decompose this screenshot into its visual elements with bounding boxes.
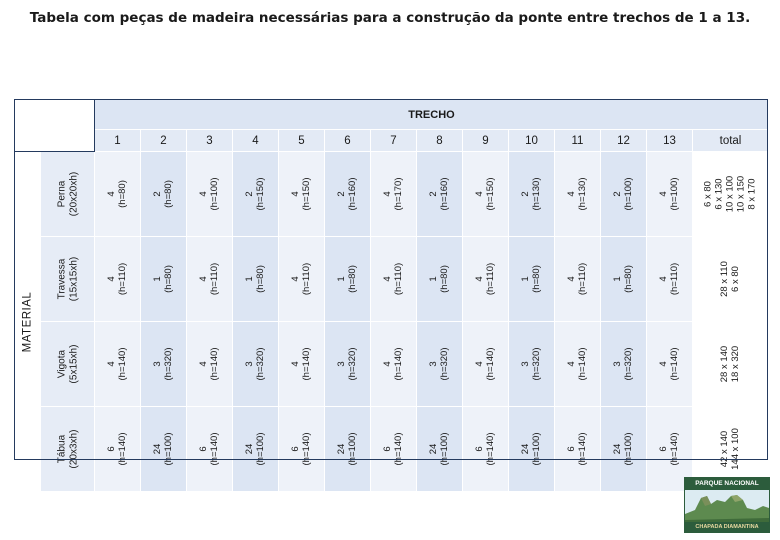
total-line: 28 x 110 (718, 261, 730, 297)
cell-height: (h=320) (162, 347, 174, 381)
cell-quantity: 6 (381, 446, 393, 452)
cell-height: (h=130) (530, 177, 542, 211)
cell-quantity: 1 (519, 276, 531, 282)
cell-height: (h=80) (438, 265, 450, 293)
cell-height: (h=100) (622, 177, 634, 211)
cell-height: (h=100) (668, 177, 680, 211)
table-cell (279, 322, 325, 407)
cell-quantity: 4 (197, 361, 209, 367)
cell-height: (h=110) (576, 262, 588, 296)
cell-height: (h=160) (438, 177, 450, 211)
table-cell (463, 407, 509, 492)
cell-height: (h=130) (576, 177, 588, 211)
cell-height: (h=80) (162, 265, 174, 293)
total-line: 6 x 130 (713, 178, 725, 210)
table-cell (417, 407, 463, 492)
total-line: 6 x 80 (729, 266, 741, 292)
cell-height: (h=150) (300, 177, 312, 211)
cell-height: (h=140) (208, 347, 220, 381)
row-header-line: (20x3xh) (67, 429, 79, 469)
table-cell (509, 407, 555, 492)
cell-height: (h=140) (208, 432, 220, 466)
table-cell (325, 152, 371, 237)
trecho-number-4: 4 (233, 130, 279, 152)
total-line: 42 x 140 (718, 430, 730, 468)
cell-quantity: 4 (657, 361, 669, 367)
cell-quantity: 6 (197, 446, 209, 452)
total-cell (693, 152, 769, 237)
cell-quantity: 4 (657, 191, 669, 197)
cell-height: (h=100) (622, 432, 634, 466)
header-row-trecho (15, 100, 769, 130)
cell-quantity: 3 (611, 361, 623, 367)
table-cell (555, 237, 601, 322)
material-label-cell (15, 152, 41, 492)
cell-height: (h=150) (484, 177, 496, 211)
cell-quantity: 3 (243, 361, 255, 367)
cell-height: (h=100) (530, 432, 542, 466)
row-header (41, 152, 95, 237)
table-cell (187, 322, 233, 407)
park-logo (684, 477, 770, 533)
table-cell (417, 322, 463, 407)
trecho-header: TRECHO (95, 100, 769, 130)
cell-height: (h=110) (668, 262, 680, 296)
cell-quantity: 4 (381, 276, 393, 282)
cell-quantity: 2 (151, 191, 163, 197)
cell-height: (h=320) (438, 347, 450, 381)
row-header-line: Perna (56, 180, 67, 208)
table-cell (325, 237, 371, 322)
material-row (15, 322, 769, 407)
table-cell (325, 322, 371, 407)
table-cell (509, 322, 555, 407)
cell-height: (h=80) (116, 180, 128, 208)
cell-quantity: 2 (611, 191, 623, 197)
table-cell (371, 237, 417, 322)
table-cell (371, 152, 417, 237)
cell-height: (h=320) (530, 347, 542, 381)
total-line: 6 x 80 (702, 181, 714, 207)
mountain-icon (685, 490, 769, 522)
total-cell (693, 237, 769, 322)
cell-quantity: 24 (243, 443, 255, 455)
trecho-number-9: 9 (463, 130, 509, 152)
material-label: MATERIAL (20, 291, 33, 352)
cell-quantity: 24 (611, 443, 623, 455)
table-cell (463, 152, 509, 237)
trecho-number-8: 8 (417, 130, 463, 152)
table-cell (555, 407, 601, 492)
table-cell (279, 237, 325, 322)
total-line: 10 x 100 (724, 175, 736, 213)
row-header-line: (5x15xh) (67, 344, 79, 384)
row-header-line: Travessa (56, 258, 67, 300)
cell-quantity: 6 (657, 446, 669, 452)
row-header (41, 407, 95, 492)
table-cell (141, 407, 187, 492)
cell-quantity: 1 (335, 276, 347, 282)
cell-height: (h=170) (392, 177, 404, 211)
cell-height: (h=80) (530, 265, 542, 293)
cell-quantity: 4 (289, 276, 301, 282)
cell-height: (h=100) (254, 432, 266, 466)
wood-pieces-table (14, 99, 769, 492)
table-cell (601, 152, 647, 237)
row-header (41, 237, 95, 322)
cell-quantity: 2 (519, 191, 531, 197)
table-cell (601, 237, 647, 322)
cell-quantity: 6 (565, 446, 577, 452)
table-cell (647, 237, 693, 322)
cell-height: (h=140) (392, 432, 404, 466)
trecho-number-7: 7 (371, 130, 417, 152)
total-line: 18 x 320 (729, 345, 741, 383)
row-header-line: Vigota (56, 349, 67, 379)
table-cell (555, 152, 601, 237)
cell-height: (h=140) (576, 347, 588, 381)
cell-height: (h=110) (484, 262, 496, 296)
cell-quantity: 4 (289, 361, 301, 367)
cell-quantity: 1 (427, 276, 439, 282)
top-left-corner (15, 100, 95, 152)
cell-quantity: 24 (151, 443, 163, 455)
table-cell (233, 407, 279, 492)
cell-height: (h=140) (116, 432, 128, 466)
cell-quantity: 4 (289, 191, 301, 197)
total-header: total (693, 130, 769, 152)
cell-height: (h=80) (254, 265, 266, 293)
cell-height: (h=80) (622, 265, 634, 293)
table-cell (463, 322, 509, 407)
cell-quantity: 4 (565, 361, 577, 367)
total-line: 8 x 170 (745, 178, 757, 210)
material-row (15, 237, 769, 322)
table-cell (187, 152, 233, 237)
cell-height: (h=100) (208, 177, 220, 211)
cell-quantity: 4 (473, 361, 485, 367)
table-cell (601, 407, 647, 492)
trecho-number-2: 2 (141, 130, 187, 152)
cell-quantity: 3 (427, 361, 439, 367)
cell-quantity: 3 (519, 361, 531, 367)
cell-quantity: 24 (427, 443, 439, 455)
trecho-number-12: 12 (601, 130, 647, 152)
cell-height: (h=320) (346, 347, 358, 381)
total-line: 10 x 150 (734, 175, 746, 213)
cell-height: (h=140) (300, 432, 312, 466)
table-cell (95, 407, 141, 492)
trecho-number-10: 10 (509, 130, 555, 152)
table-cell (509, 237, 555, 322)
cell-height: (h=110) (116, 262, 128, 296)
trecho-number-1: 1 (95, 130, 141, 152)
cell-height: (h=320) (622, 347, 634, 381)
table-cell (233, 237, 279, 322)
table-cell (279, 407, 325, 492)
cell-quantity: 4 (473, 191, 485, 197)
table-cell (325, 407, 371, 492)
table-cell (95, 237, 141, 322)
trecho-number-3: 3 (187, 130, 233, 152)
table-cell (141, 322, 187, 407)
cell-quantity: 4 (657, 276, 669, 282)
cell-height: (h=140) (300, 347, 312, 381)
cell-height: (h=110) (208, 262, 220, 296)
cell-height: (h=110) (392, 262, 404, 296)
table-cell (371, 322, 417, 407)
cell-height: (h=320) (254, 347, 266, 381)
cell-quantity: 4 (197, 191, 209, 197)
cell-quantity: 2 (427, 191, 439, 197)
cell-height: (h=160) (346, 177, 358, 211)
cell-quantity: 24 (519, 443, 531, 455)
row-header-line: (20x20xh) (67, 171, 79, 217)
cell-quantity: 4 (381, 361, 393, 367)
cell-height: (h=150) (254, 177, 266, 211)
cell-height: (h=80) (162, 180, 174, 208)
cell-height: (h=140) (392, 347, 404, 381)
table-cell (463, 237, 509, 322)
cell-height: (h=140) (484, 347, 496, 381)
total-line: 28 x 140 (718, 345, 730, 383)
table-cell (279, 152, 325, 237)
table-cell (233, 322, 279, 407)
header-row-numbers (15, 130, 769, 152)
cell-quantity: 4 (197, 276, 209, 282)
trecho-number-13: 13 (647, 130, 693, 152)
cell-quantity: 1 (243, 276, 255, 282)
cell-height: (h=80) (346, 265, 358, 293)
table-cell (647, 152, 693, 237)
table-cell (417, 152, 463, 237)
table-cell (509, 152, 555, 237)
cell-height: (h=100) (346, 432, 358, 466)
material-row (15, 407, 769, 492)
table-cell (95, 322, 141, 407)
table-cell (141, 152, 187, 237)
trecho-number-6: 6 (325, 130, 371, 152)
table-cell (141, 237, 187, 322)
cell-quantity: 2 (243, 191, 255, 197)
cell-quantity: 4 (105, 361, 117, 367)
cell-quantity: 4 (381, 191, 393, 197)
trecho-number-11: 11 (555, 130, 601, 152)
row-header-line: Tábua (56, 434, 67, 464)
table-cell (233, 152, 279, 237)
cell-height: (h=140) (576, 432, 588, 466)
cell-quantity: 3 (151, 361, 163, 367)
cell-height: (h=140) (116, 347, 128, 381)
cell-quantity: 4 (473, 276, 485, 282)
cell-quantity: 1 (611, 276, 623, 282)
cell-quantity: 6 (473, 446, 485, 452)
cell-height: (h=100) (162, 432, 174, 466)
table-cell (187, 407, 233, 492)
logo-top-text: PARQUE NACIONAL (685, 478, 769, 490)
row-header-line: (15x15xh) (67, 256, 79, 302)
trecho-number-5: 5 (279, 130, 325, 152)
cell-quantity: 1 (151, 276, 163, 282)
table-cell (371, 407, 417, 492)
cell-height: (h=140) (484, 432, 496, 466)
cell-quantity: 3 (335, 361, 347, 367)
cell-quantity: 4 (565, 191, 577, 197)
cell-quantity: 4 (565, 276, 577, 282)
cell-quantity: 2 (335, 191, 347, 197)
cell-quantity: 24 (335, 443, 347, 455)
table-cell (647, 322, 693, 407)
page-title: Tabela com peças de madeira necessárias para a construção da ponte entre trechos de 1 a 13. (29, 10, 751, 26)
cell-height: (h=110) (300, 262, 312, 296)
cell-height: (h=140) (668, 347, 680, 381)
logo-bottom-text: CHAPADA DIAMANTINA (685, 522, 769, 532)
total-line: 144 x 100 (729, 428, 741, 470)
total-cell (693, 322, 769, 407)
cell-quantity: 4 (105, 191, 117, 197)
table-cell (95, 152, 141, 237)
cell-quantity: 6 (289, 446, 301, 452)
table-cell (601, 322, 647, 407)
cell-quantity: 4 (105, 276, 117, 282)
cell-height: (h=100) (438, 432, 450, 466)
cell-height: (h=140) (668, 432, 680, 466)
cell-quantity: 6 (105, 446, 117, 452)
row-header (41, 322, 95, 407)
table-cell (555, 322, 601, 407)
table-cell (417, 237, 463, 322)
table-cell (187, 237, 233, 322)
material-row (15, 152, 769, 237)
